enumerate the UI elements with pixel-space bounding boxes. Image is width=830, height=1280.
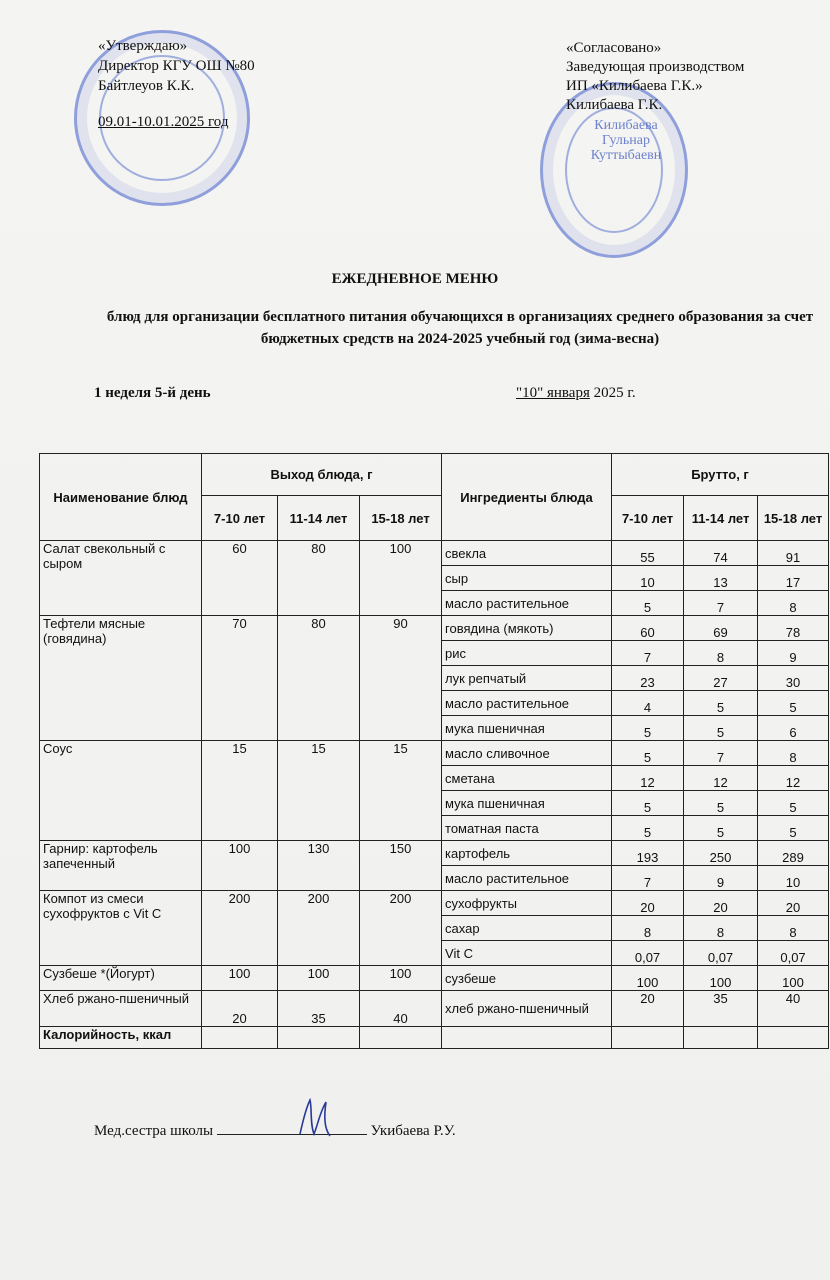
dish-output-value: 100 [202,966,278,991]
brutto-value: 5 [612,591,684,616]
brutto-value: 5 [758,816,829,841]
dish-output-value: 100 [202,841,278,891]
calories-cell [442,1027,612,1049]
brutto-value: 5 [684,716,758,741]
brutto-value: 8 [758,591,829,616]
approval-block: «Утверждаю» Директор КГУ ОШ №80 Байтлеуов К.К. 09.01-10.01.2025 год [98,38,255,130]
ingredient-name: рис [442,641,612,666]
header-age: 11-14 лет [278,496,360,541]
dish-name: Соус [40,741,202,841]
agreement-block: «Согласовано» Заведующая производством ИП «Килибаева Г.К.» Килибаева Г.К. [566,40,745,113]
calories-cell [758,1027,829,1049]
table-row [40,541,829,566]
document-title: ЕЖЕДНЕВНОЕ МЕНЮ [331,271,499,287]
dish-output-value: 60 [202,541,278,616]
ingredient-name: сметана [442,766,612,791]
brutto-value: 78 [758,616,829,641]
brutto-value: 69 [684,616,758,641]
brutto-value: 0,07 [612,941,684,966]
ingredient-name: хлеб ржано-пшеничный [442,991,612,1027]
dish-output-value: 15 [360,741,442,841]
dish-name: Сузбеше *(Йогурт) [40,966,202,991]
calories-label: Калорийность, ккал [40,1027,202,1049]
brutto-value: 35 [684,991,758,1027]
document-subtitle: блюд для организации бесплатного питания обучающихся в организациях среднего образования за счет бюджетных средств на 2024-2025 учебный год (зима-весна) [106,309,814,347]
brutto-value: 10 [612,566,684,591]
ingredient-name: сухофрукты [442,891,612,916]
calories-cell [202,1027,278,1049]
brutto-value: 20 [612,991,684,1027]
brutto-value: 289 [758,841,829,866]
brutto-value: 30 [758,666,829,691]
stamp-name: Килибаева Гульнар Куттыбаевн [590,118,662,163]
header-ingredients: Ингредиенты блюда [442,454,612,541]
brutto-value: 12 [612,766,684,791]
dish-output-value: 15 [202,741,278,841]
brutto-value: 74 [684,541,758,566]
table-row [40,991,829,1027]
dish-output-value: 70 [202,616,278,741]
brutto-value: 0,07 [684,941,758,966]
ingredient-name: картофель [442,841,612,866]
ingredient-name: томатная паста [442,816,612,841]
brutto-value: 8 [612,916,684,941]
brutto-value: 13 [684,566,758,591]
menu-table-body [40,541,829,1049]
table-row [40,841,829,866]
dish-name: Компот из смеси сухофруктов с Vit C [40,891,202,966]
ingredient-name: сахар [442,916,612,941]
dish-output-value: 100 [278,966,360,991]
dish-output-value: 40 [360,991,442,1027]
calories-cell [612,1027,684,1049]
brutto-value: 5 [612,741,684,766]
dish-output-value: 130 [278,841,360,891]
brutto-value: 5 [612,816,684,841]
brutto-value: 27 [684,666,758,691]
brutto-value: 100 [758,966,829,991]
brutto-value: 6 [758,716,829,741]
brutto-value: 100 [684,966,758,991]
brutto-value: 8 [684,916,758,941]
brutto-value: 60 [612,616,684,641]
brutto-value: 8 [758,741,829,766]
ingredient-name: сузбеше [442,966,612,991]
ingredient-name: сыр [442,566,612,591]
header-age: 7-10 лет [612,496,684,541]
week-day-label: 1 неделя 5-й день [94,385,211,401]
ingredient-name: мука пшеничная [442,716,612,741]
nurse-signature-line: Мед.сестра школы Укибаева Р.У. [94,1120,456,1140]
menu-table [39,453,829,1049]
dish-name: Гарнир: картофель запеченный [40,841,202,891]
ingredient-name: масло растительное [442,591,612,616]
brutto-value: 5 [612,716,684,741]
brutto-value: 8 [758,916,829,941]
brutto-value: 9 [684,866,758,891]
calories-row [40,1027,829,1049]
brutto-value: 12 [684,766,758,791]
calories-cell [684,1027,758,1049]
brutto-value: 100 [612,966,684,991]
brutto-value: 17 [758,566,829,591]
brutto-value: 250 [684,841,758,866]
brutto-value: 20 [612,891,684,916]
ingredient-name: масло сливочное [442,741,612,766]
dish-output-value: 150 [360,841,442,891]
header-age: 7-10 лет [202,496,278,541]
calories-cell [360,1027,442,1049]
header-age: 11-14 лет [684,496,758,541]
dish-output-value: 80 [278,541,360,616]
brutto-value: 55 [612,541,684,566]
brutto-value: 7 [684,591,758,616]
brutto-value: 7 [684,741,758,766]
dish-output-value: 35 [278,991,360,1027]
brutto-value: 91 [758,541,829,566]
document-date: "10" января 2025 г. [516,385,636,401]
dish-output-value: 80 [278,616,360,741]
header-age: 15-18 лет [758,496,829,541]
ingredient-name: масло растительное [442,866,612,891]
brutto-value: 5 [684,791,758,816]
ingredient-name: Vit C [442,941,612,966]
dish-name: Тефтели мясные (говядина) [40,616,202,741]
dish-output-value: 90 [360,616,442,741]
dish-output-value: 200 [202,891,278,966]
dish-name: Хлеб ржано-пшеничный [40,991,202,1027]
brutto-value: 40 [758,991,829,1027]
brutto-value: 12 [758,766,829,791]
brutto-value: 10 [758,866,829,891]
dish-output-value: 15 [278,741,360,841]
ingredient-name: говядина (мякоть) [442,616,612,641]
table-row [40,616,829,641]
brutto-value: 4 [612,691,684,716]
dish-output-value: 20 [202,991,278,1027]
brutto-value: 5 [684,816,758,841]
brutto-value: 193 [612,841,684,866]
dish-output-value: 100 [360,541,442,616]
table-row [40,741,829,766]
brutto-value: 7 [612,866,684,891]
ingredient-name: лук репчатый [442,666,612,691]
dish-output-value: 200 [360,891,442,966]
dish-name: Салат свекольный с сыром [40,541,202,616]
brutto-value: 8 [684,641,758,666]
brutto-value: 23 [612,666,684,691]
brutto-value: 9 [758,641,829,666]
handwritten-signature-icon [290,1094,338,1142]
header-age: 15-18 лет [360,496,442,541]
brutto-value: 20 [758,891,829,916]
header-brutto: Брутто, г [612,454,829,496]
brutto-value: 5 [612,791,684,816]
brutto-value: 5 [758,791,829,816]
ingredient-name: свекла [442,541,612,566]
dish-output-value: 200 [278,891,360,966]
table-row [40,966,829,991]
table-row [40,891,829,916]
header-dish-name: Наименование блюд [40,454,202,541]
brutto-value: 7 [612,641,684,666]
dish-output-value: 100 [360,966,442,991]
brutto-value: 20 [684,891,758,916]
brutto-value: 5 [758,691,829,716]
brutto-value: 0,07 [758,941,829,966]
ingredient-name: мука пшеничная [442,791,612,816]
ingredient-name: масло растительное [442,691,612,716]
brutto-value: 5 [684,691,758,716]
calories-cell [278,1027,360,1049]
header-output: Выход блюда, г [202,454,442,496]
